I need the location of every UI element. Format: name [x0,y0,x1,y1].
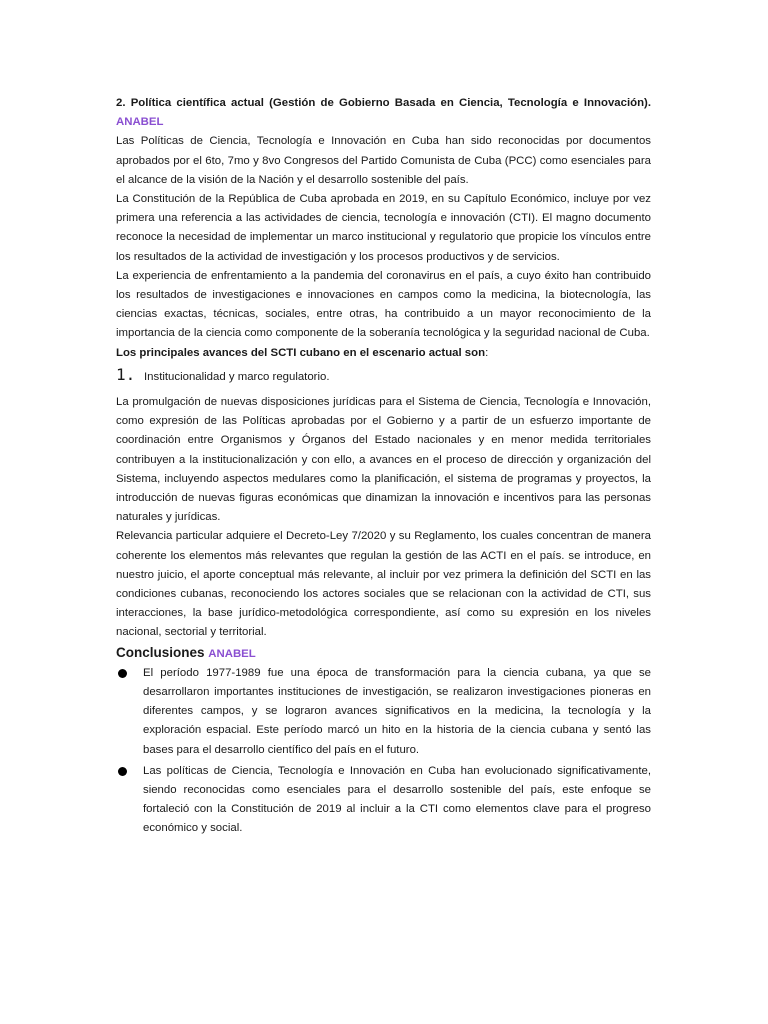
advances-heading-colon: : [485,346,489,359]
paragraph: Las Políticas de Ciencia, Tecnología e Innovación en Cuba han sido reconocidas por documentos aprobados por el 6to, 7mo y 8vo Congresos del Partido Comunista de Cuba (PCC) como esenciales para el alcance de la visión de la Nación y el desarrollo sostenible del país. [116,135,651,186]
document-page [116,94,651,839]
paragraph: La experiencia de enfrentamiento a la pandemia del coronavirus en el país, a cuyo éxito han contribuido los resultados de investigaciones e innovaciones en campos como la medicina, la biotecnología, las ciencias exactas, técnicas, sociales, entre otras, ha contribuido a un mayor reconocimiento de la importancia de la ciencia como componente de la soberanía tecnológica y la seguridad nacional de Cuba. [116,269,651,340]
paragraph: Relevancia particular adquiere el Decreto-Ley 7/2020 y su Reglamento, los cuales concentran de manera coherente los elementos más relevantes que regulan la gestión de las ACTI en el país. se introduce, en nuestro juicio, el aporte conceptual más relevante, al incluir por vez primera la definición del SCTI en las condiciones cubanas, reconociendo los actores sociales que se relacionan con la actividad de CTI, sus interacciones, la base jurídico-metodológica correspondiente, así como su expresión en los niveles nacional, sectorial y territorial. [116,530,651,639]
author-tag: ANABEL [208,647,256,660]
paragraph: La promulgación de nuevas disposiciones jurídicas para el Sistema de Ciencia, Tecnología e Innovación, como expresión de las Políticas aprobadas por el Gobierno y a partir de un esfuerzo importante de coordinación entre Organismos y Órganos del Estado nacionales y en menor medida territoriales contribuyen a la institucionalización y con ello, a avances en el proceso de dirección y organización del Sistema, incluyendo aspectos medulares como la planificación, el sistema de programas y proyectos, la introducción de nuevas figuras económicas que dinamizan la innovación e incentivos para las personas naturales y jurídicas. [116,396,651,524]
list-item-text: El período 1977-1989 fue una época de transformación para la ciencia cubana, ya que se desarrollaron importantes instituciones de investigación, se realizaron investigaciones pioneras en diferentes campos, y se lograron avances significativos en la medicina, la tecnología y la exploración espacial. Este período marcó un hito en la historia de la ciencia cubana y sentó las bases para el desarrollo científico del país en el futuro. [143,666,651,756]
list-item-text: Las políticas de Ciencia, Tecnología e Innovación en Cuba han evolucionado significativamente, siendo reconocidas como esenciales para el desarrollo sostenible del país, este enfoque se fortaleció con la Constitución de 2019 al incluir a la CTI como elementos clave para el progreso económico y social. [143,764,651,835]
section-title: Política científica actual (Gestión de Gobierno Basada en Ciencia, Tecnología e Innovación). [130,97,651,109]
section-number: 2. [116,97,126,109]
advances-heading [116,344,651,363]
conclusions-heading [116,643,651,664]
numbered-item [116,365,651,387]
section-heading [116,94,651,132]
conclusions-title: Conclusiones [116,644,205,660]
numbered-item-number: 1. [116,364,136,384]
advances-heading-text: Los principales avances del SCTI cubano en el escenario actual son [116,346,486,359]
list-item [116,762,651,839]
conclusions-list [116,664,651,839]
author-tag: ANABEL [116,116,164,129]
bullet-icon [118,669,127,678]
list-item [116,664,651,760]
paragraph: La Constitución de la República de Cuba aprobada en 2019, en su Capítulo Económico, incluye por vez primera una referencia a las actividades de ciencia, tecnología e innovación (CTI). El magno documento reconoce la necesidad de implementar un marco institucional y regulatorio que propicie los vínculos entre los resultados de la actividad de investigación y los procesos productivos y de servicios. [116,193,651,263]
numbered-item-text: Institucionalidad y marco regulatorio. [144,370,330,383]
bullet-icon [118,767,127,776]
